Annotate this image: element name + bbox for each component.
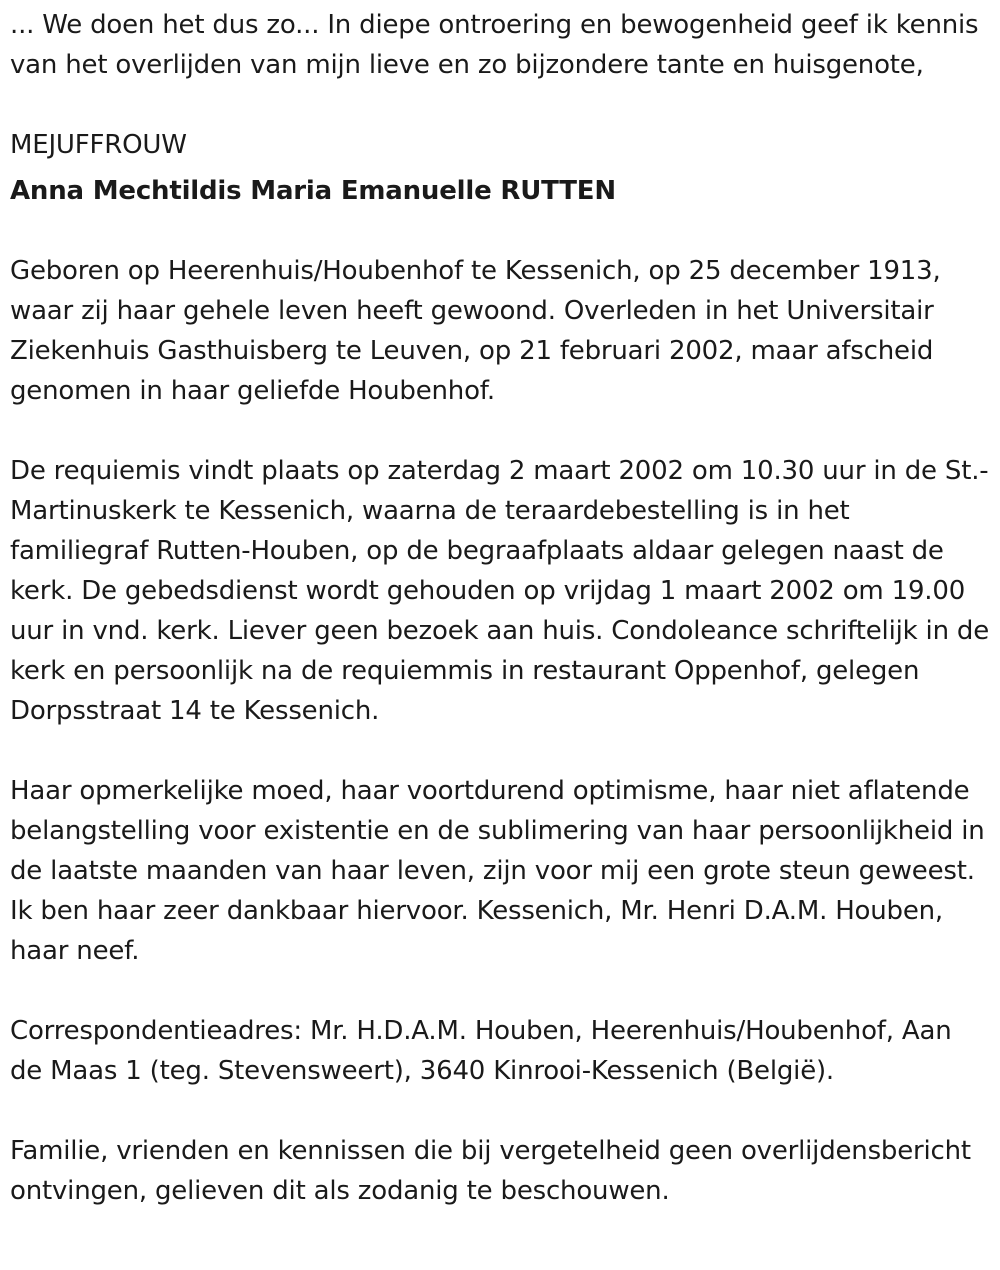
paragraph-spacer	[10, 1091, 990, 1131]
paragraph-spacer	[10, 211, 990, 251]
ceremony-paragraph: De requiemis vindt plaats op zaterdag 2 maart 2002 om 10.30 uur in de St.-Martinuskerk te Kessenich, waarna de teraardebestelling is in het familiegraf Rutten-Houben, op de begraafplaats aldaar gelegen naast de kerk. De gebedsdienst wordt gehouden op vrijdag 1 maart 2002 om 19.00 uur in vnd. kerk. Liever geen bezoek aan huis. Condoleance schriftelijk in de kerk en persoonlijk na de requiemmis in restaurant Oppenhof, gelegen Dorpsstraat 14 te Kessenich.	[10, 456, 990, 726]
honorific-title: MEJUFFROUW	[10, 130, 187, 160]
intro-paragraph: ... We doen het dus zo... In diepe ontroering en bewogenheid geef ik kennis van het overlijden van mijn lieve en zo bijzondere tante en huisgenote,	[10, 10, 979, 80]
paragraph-spacer	[10, 85, 990, 125]
closing-paragraph: Familie, vrienden en kennissen die bij vergetelheid geen overlijdensbericht ontvingen, gelieven dit als zodanig te beschouwen.	[10, 1136, 971, 1206]
paragraph-spacer	[10, 411, 990, 451]
paragraph-spacer	[10, 971, 990, 1011]
birth-death-paragraph: Geboren op Heerenhuis/Houbenhof te Kessenich, op 25 december 1913, waar zij haar gehele leven heeft gewoond. Overleden in het Universitair Ziekenhuis Gasthuisberg te Leuven, op 21 februari 2002, maar afscheid genomen in haar geliefde Houbenhof.	[10, 256, 941, 406]
paragraph-spacer	[10, 731, 990, 771]
deceased-name: Anna Mechtildis Maria Emanuelle RUTTEN	[10, 176, 616, 206]
correspondence-address: Correspondentieadres: Mr. H.D.A.M. Houben, Heerenhuis/Houbenhof, Aan de Maas 1 (teg. Stevensweert), 3640 Kinrooi-Kessenich (België).	[10, 1016, 952, 1086]
tribute-paragraph: Haar opmerkelijke moed, haar voortdurend optimisme, haar niet aflatende belangstelling voor existentie en de sublimering van haar persoonlijkheid in de laatste maanden van haar leven, zijn voor mij een grote steun geweest. Ik ben haar zeer dankbaar hiervoor. Kessenich, Mr. Henri D.A.M. Houben, haar neef.	[10, 776, 985, 966]
